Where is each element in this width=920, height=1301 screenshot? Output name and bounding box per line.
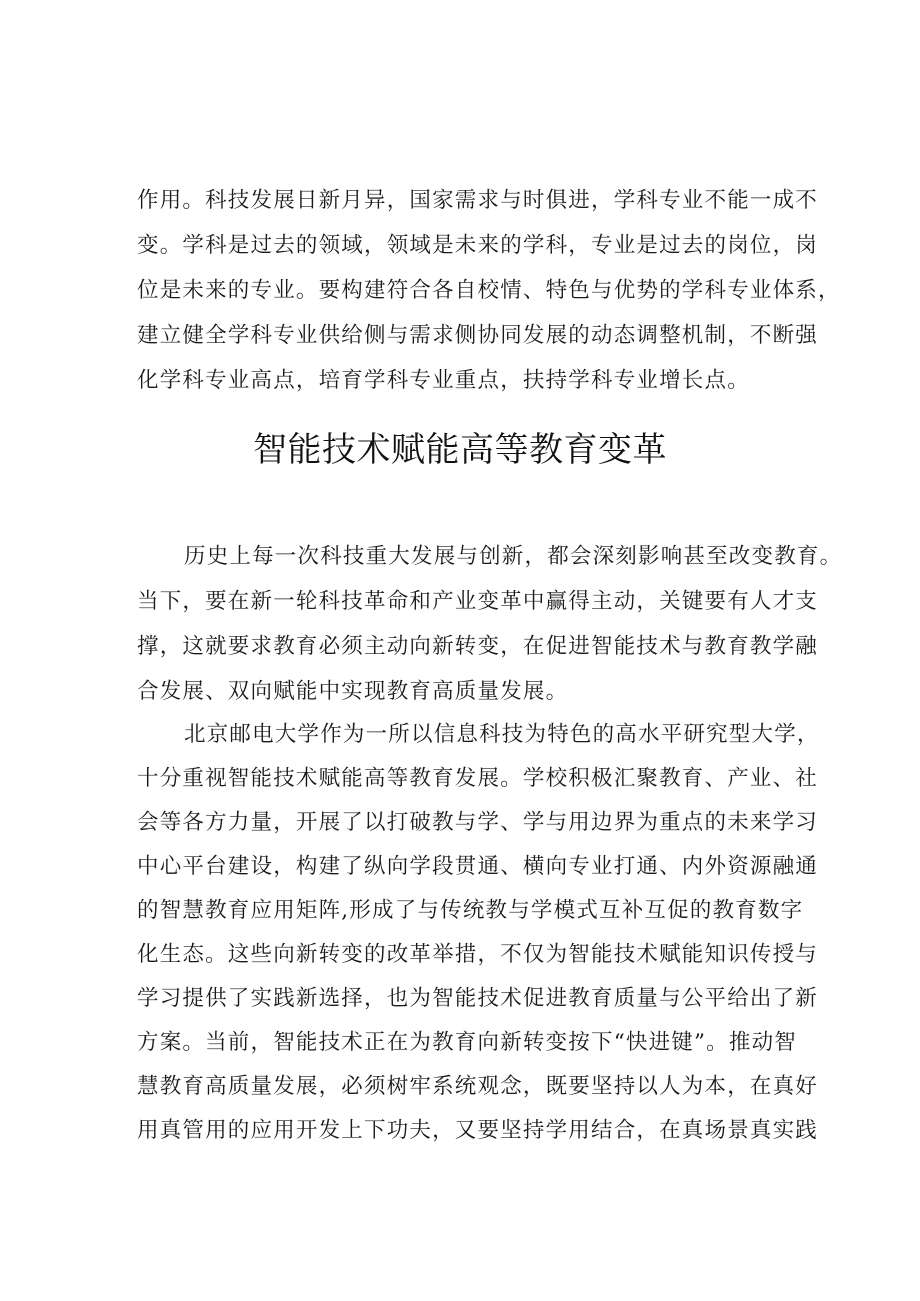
- intro-line-3: 位是未来的专业。要构建符合各自校情、特色与优势的学科专业体系，: [137, 278, 841, 303]
- intro-line-2: 变。学科是过去的领域，领域是未来的学科，专业是过去的岗位，岗: [137, 233, 819, 258]
- paragraph2-line-5: 的智慧教育应用矩阵,形成了与传统教与学模式互补互促的教育数字: [137, 898, 804, 923]
- intro-line-5: 化学科专业高点，培育学科专业重点，扶持学科专业增长点。: [137, 368, 750, 393]
- intro-line-4: 建立健全学科专业供给侧与需求侧协同发展的动态调整机制，不断强: [137, 323, 819, 348]
- paragraph2-line-3: 会等各方力量，开展了以打破教与学、学与用边界为重点的未来学习: [137, 810, 819, 835]
- paragraph2-line-9: 慧教育高质量发展，必须树牢系统观念，既要坚持以人为本，在真好: [137, 1074, 819, 1099]
- section-heading: 智能技术赋能高等教育变革: [253, 430, 667, 470]
- intro-line-1: 作用。科技发展日新月异，国家需求与时俱进，学科专业不能一成不: [137, 188, 819, 213]
- paragraph2-line-6: 化生态。这些向新转变的改革举措，不仅为智能技术赋能知识传授与: [137, 942, 819, 967]
- paragraph1-line-4: 合发展、双向赋能中实现教育高质量发展。: [137, 679, 569, 704]
- paragraph2-line-10: 用真管用的应用开发上下功夫，又要坚持学用结合，在真场景真实践: [137, 1118, 819, 1143]
- paragraph2-line-2: 十分重视智能技术赋能高等教育发展。学校积极汇聚教育、产业、社: [137, 766, 819, 791]
- paragraph1-line-1: 历史上每一次科技重大发展与创新，都会深刻影响甚至改变教育。: [184, 544, 843, 569]
- paragraph2-line-1: 北京邮电大学作为一所以信息科技为特色的高水平研究型大学，: [184, 722, 820, 747]
- paragraph2-line-4: 中心平台建设，构建了纵向学段贯通、横向专业打通、内外资源融通: [137, 854, 819, 879]
- paragraph1-line-2: 当下，要在新一轮科技革命和产业变革中赢得主动，关键要有人才支: [137, 589, 819, 614]
- paragraph2-line-7: 学习提供了实践新选择，也为智能技术促进教育质量与公平给出了新: [137, 986, 819, 1011]
- paragraph2-line-8: 方案。当前，智能技术正在为教育向新转变按下“快进键”。推动智: [137, 1030, 797, 1055]
- paragraph1-line-3: 撑，这就要求教育必须主动向新转变，在促进智能技术与教育教学融: [137, 634, 819, 659]
